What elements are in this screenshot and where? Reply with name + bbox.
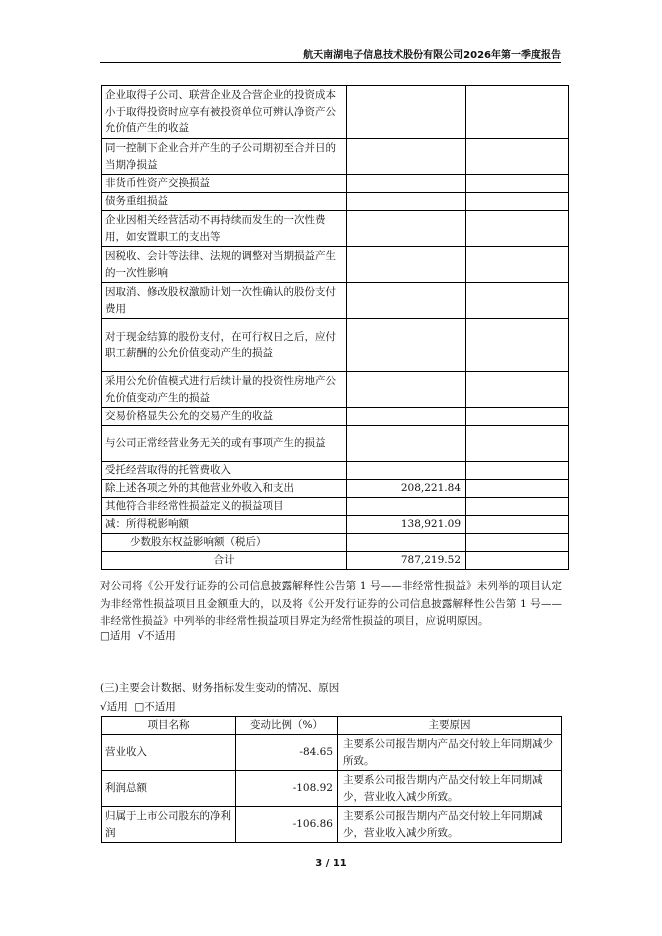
note-cell	[466, 408, 569, 426]
item-cell: 其他符合非经常性损益定义的损益项目	[102, 498, 347, 516]
column-header: 主要原因	[338, 717, 562, 735]
item-cell: 受托经营取得的托管费收入	[102, 462, 347, 480]
amount-cell	[347, 372, 466, 408]
item-cell: 因税收、会计等法律、法规的调整对当期损益产生的一次性影响	[102, 247, 347, 283]
page-number: 3 / 11	[315, 858, 347, 869]
total-row	[102, 552, 569, 570]
item-cell: 对于现金结算的股份支付，在可行权日之后，应付职工薪酬的公允价值变动产生的损益	[102, 319, 347, 372]
amount-cell	[347, 319, 466, 372]
amount-cell	[347, 498, 466, 516]
item-name-cell: 归属于上市公司股东的净利润	[102, 807, 236, 843]
item-cell: 企业因相关经营活动不再持续而发生的一次性费用，如安置职工的支出等	[102, 211, 347, 247]
item-cell: 除上述各项之外的其他营业外收入和支出	[102, 480, 347, 498]
checkbox-applicable: √适用	[100, 701, 128, 713]
item-cell: 减：所得税影响额	[102, 516, 347, 534]
checkbox-not-applicable: √不适用	[137, 630, 176, 642]
note-cell	[466, 319, 569, 372]
table-row	[102, 283, 569, 319]
note-cell	[466, 480, 569, 498]
item-name-cell: 营业收入	[102, 735, 236, 771]
amount-cell	[347, 175, 466, 193]
amount-cell	[347, 86, 466, 139]
table-row	[102, 534, 569, 552]
table-row	[102, 426, 569, 462]
table-row	[102, 771, 562, 807]
item-cell: 采用公允价值模式进行后续计量的投资性房地产公允价值变动产生的损益	[102, 372, 347, 408]
note-cell	[466, 552, 569, 570]
ratio-cell: -106.86	[236, 807, 338, 843]
table-row	[102, 408, 569, 426]
item-cell: 债务重组损益	[102, 193, 347, 211]
amount-cell	[347, 247, 466, 283]
note-cell	[466, 534, 569, 552]
table-row	[102, 462, 569, 480]
item-cell: 同一控制下企业合并产生的子公司期初至合并日的当期净损益	[102, 139, 347, 175]
table-row	[102, 86, 569, 139]
amount-cell: 138,921.09	[347, 516, 466, 534]
table-row	[102, 807, 562, 843]
reason-cell: 主要系公司报告期内产品交付较上年同期减少所致。	[338, 735, 562, 771]
table-row	[102, 193, 569, 211]
table-row	[102, 175, 569, 193]
section-title: (三)主要会计数据、财务指标发生变动的情况、原因	[100, 682, 340, 694]
explanation-paragraph: 对公司将《公开发行证券的公司信息披露解释性公告第 1 号——非经常性损益》未列举的项目认定为非经常性损益项目且金额重大的，以及将《公开发行证券的公司信息披露解释性公告第 1 号——非经常性损益》中列举的非经常性损益项目界定为经常性损益的项目，应说明原因。	[100, 580, 562, 627]
reason-cell: 主要系公司报告期内产品交付较上年同期减少，营业收入减少所致。	[338, 807, 562, 843]
note-cell	[466, 139, 569, 175]
item-name-cell: 利润总额	[102, 771, 236, 807]
note-cell	[466, 462, 569, 480]
amount-cell	[347, 211, 466, 247]
table-row	[102, 247, 569, 283]
total-amount: 787,219.52	[347, 552, 466, 570]
table-row	[102, 735, 562, 771]
item-cell: 因取消、修改股权激励计划一次性确认的股份支付费用	[102, 283, 347, 319]
table-row	[102, 516, 569, 534]
column-header: 项目名称	[102, 717, 236, 735]
ratio-cell: -84.65	[236, 735, 338, 771]
table-row	[102, 139, 569, 175]
note-cell	[466, 283, 569, 319]
note-cell	[466, 498, 569, 516]
reason-cell: 主要系公司报告期内产品交付较上年同期减少，营业收入减少所致。	[338, 771, 562, 807]
amount-cell	[347, 426, 466, 462]
total-label: 合计	[102, 552, 347, 570]
checkbox-not-applicable: □不适用	[134, 701, 176, 713]
column-header: 变动比例（%）	[236, 717, 338, 735]
ratio-cell: -108.92	[236, 771, 338, 807]
table-header-row	[102, 717, 562, 735]
report-header-title: 航天南湖电子信息技术股份有限公司2026年第一季度报告	[303, 50, 561, 61]
table-row	[102, 498, 569, 516]
amount-cell	[347, 283, 466, 319]
note-cell	[466, 211, 569, 247]
applicability-line-1	[100, 628, 176, 644]
applicability-line-2	[100, 699, 176, 715]
note-cell	[466, 426, 569, 462]
table-row	[102, 480, 569, 498]
note-cell	[466, 193, 569, 211]
item-cell: 企业取得子公司、联营企业及合营企业的投资成本小于取得投资时应享有被投资单位可辨认净资产公允价值产生的收益	[102, 86, 347, 139]
item-cell: 非货币性资产交换损益	[102, 175, 347, 193]
note-cell	[466, 86, 569, 139]
nonrecurring-gains-table	[101, 85, 569, 570]
table-row	[102, 372, 569, 408]
note-cell	[466, 516, 569, 534]
change-reasons-table	[101, 716, 562, 843]
amount-cell	[347, 408, 466, 426]
header-divider	[100, 62, 561, 63]
amount-cell	[347, 193, 466, 211]
amount-cell	[347, 462, 466, 480]
item-cell: 少数股东权益影响额（税后）	[102, 534, 347, 552]
table-row	[102, 319, 569, 372]
amount-cell	[347, 534, 466, 552]
amount-cell: 208,221.84	[347, 480, 466, 498]
table-row	[102, 211, 569, 247]
checkbox-applicable: □适用	[100, 630, 131, 642]
item-cell: 交易价格显失公允的交易产生的收益	[102, 408, 347, 426]
item-cell: 与公司正常经营业务无关的或有事项产生的损益	[102, 426, 347, 462]
note-cell	[466, 372, 569, 408]
note-cell	[466, 175, 569, 193]
amount-cell	[347, 139, 466, 175]
note-cell	[466, 247, 569, 283]
